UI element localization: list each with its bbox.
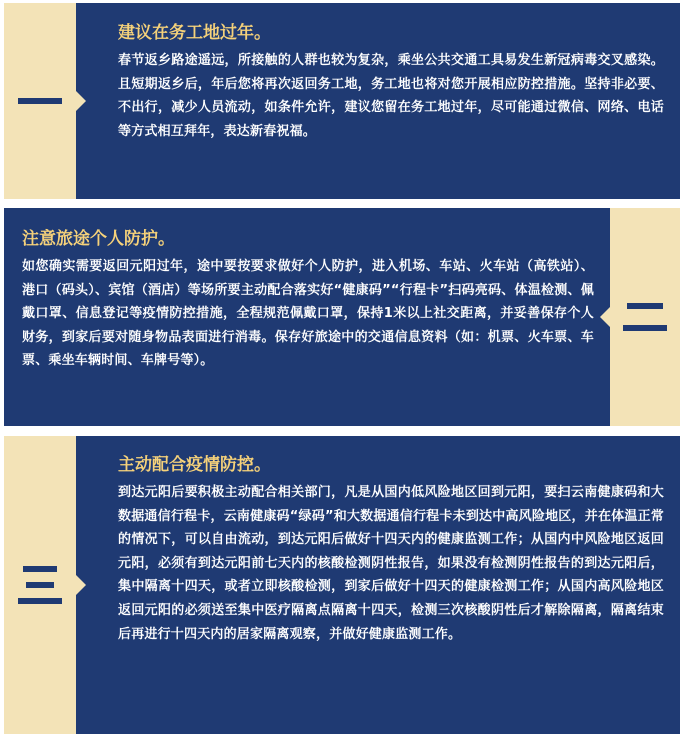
section-card-2 xyxy=(4,208,680,426)
numeral-three-glyph xyxy=(18,563,62,607)
section-card-3 xyxy=(4,436,680,734)
numeral-three xyxy=(4,436,76,734)
section-panel-2 xyxy=(4,208,610,426)
section-body-2: 如您确实需要返回元阳过年，途中要按要求做好个人防护，进入机场、车站、火车站（高铁站）、港口（码头）、宾馆（酒店）等场所要主动配合落实好“健康码”“行程卡”扫码亮码、体温检测、佩戴口罩、信息登记等疫情防控措施，全程规范佩戴口罩，保持1米以上社交距离，并妥善保存个人财务，到家后要对随身物品表面进行消毒。保存好旅途中的交通信息资料（如：机票、火车票、车票、乘坐车辆时间、车牌号等）。 xyxy=(22,259,594,369)
pointer-arrow-3 xyxy=(76,575,86,595)
section-panel-3 xyxy=(76,436,680,734)
section-title-1: 建议在务工地过年。 xyxy=(118,23,271,43)
section-title-2: 注意旅途个人防护。 xyxy=(22,229,175,249)
numeral-two-glyph xyxy=(623,299,667,335)
section-panel-1 xyxy=(76,3,680,199)
numeral-two xyxy=(610,208,680,426)
section-body-1: 春节返乡路途遥远，所接触的人群也较为复杂，乘坐公共交通工具易发生新冠病毒交叉感染。且短期返乡后，年后您将再次返回务工地，务工地也将对您开展相应防控措施。坚持非必要、不出行，减少人员流动，如条件允许，建议您留在务工地过年，尽可能通过微信、网络、电话等方式相互拜年，表达新春祝福。 xyxy=(118,53,664,139)
numeral-one-glyph xyxy=(18,95,62,107)
pointer-arrow-1 xyxy=(76,91,86,111)
pointer-arrow-2 xyxy=(600,307,610,327)
section-title-3: 主动配合疫情防控。 xyxy=(118,455,271,475)
numeral-one xyxy=(4,3,76,199)
section-card-1 xyxy=(4,3,680,199)
section-body-3: 到达元阳后要积极主动配合相关部门，凡是从国内低风险地区回到元阳，要扫云南健康码和大数据通信行程卡，云南健康码“绿码”和大数据通信行程卡未到达中高风险地区，并在体温正常的情况下，可以自由流动，到达元阳后做好十四天内的健康监测工作；从国内中风险地区返回元阳，必须有到达元阳前七天内的核酸检测阴性报告，如果没有检测阴性报告的到达元阳后，集中隔离十四天，或者立即核酸检测，到家后做好十四天的健康检测工作；从国内高风险地区返回元阳的必须送至集中医疗隔离点隔离十四天，检测三次核酸阴性后才解除隔离，隔离结束后再进行十四天内的居家隔离观察，并做好健康监测工作。 xyxy=(118,485,664,642)
